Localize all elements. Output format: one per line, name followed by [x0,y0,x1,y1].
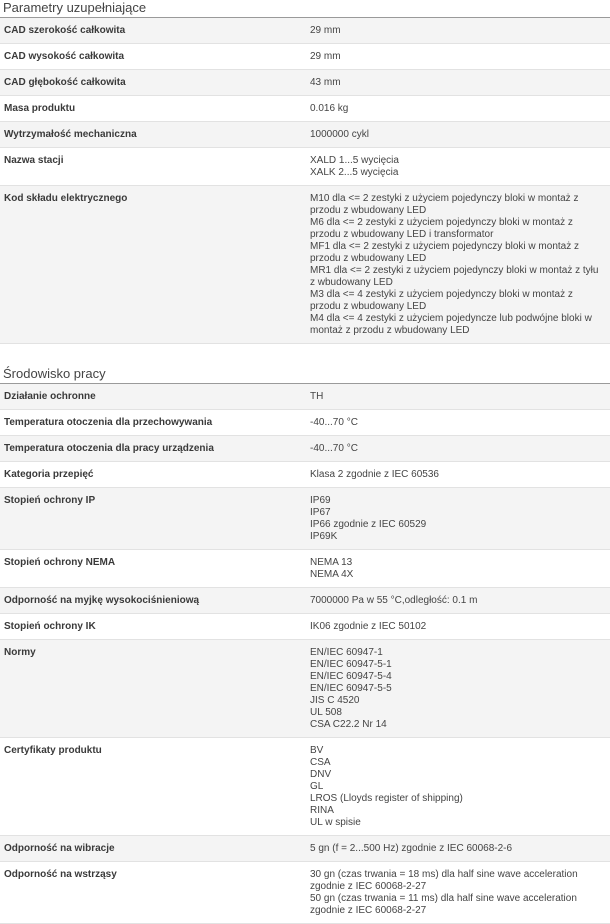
spec-table [0,18,610,344]
spec-value-line: IK06 zgodnie z IEC 50102 [310,621,427,632]
spec-value-line: EN/IEC 60947-5-5 [310,683,392,694]
spec-value-line: 50 gn (czas trwania = 11 ms) dla half sine wave acceleration zgodnie z IEC 60068-2-27 [310,893,577,916]
spec-value-line: EN/IEC 60947-5-1 [310,659,392,670]
spec-row [0,550,610,588]
spec-label: CAD wysokość całkowita [0,44,306,70]
spec-value-line: NEMA 4X [310,569,354,580]
spec-value-line: MF1 dla <= 2 zestyki z użyciem pojedynczy bloki w montaż z przodu z wbudowany LED [310,241,579,264]
spec-value-line: 30 gn (czas trwania = 18 ms) dla half sine wave acceleration zgodnie z IEC 60068-2-27 [310,869,578,892]
spec-value-line: JIS C 4520 [310,695,360,706]
spec-value-line: 29 mm [310,25,341,36]
spec-label: Masa produktu [0,96,306,122]
spec-value [306,738,610,836]
spec-value-line: EN/IEC 60947-5-4 [310,671,392,682]
spec-value-line: NEMA 13 [310,557,353,568]
spec-value-line: RINA [310,805,334,816]
spec-label: Kod składu elektrycznego [0,186,306,344]
spec-value-line: EN/IEC 60947-1 [310,647,383,658]
spec-label: CAD głębokość całkowita [0,70,306,96]
spec-label: Odporność na wibracje [0,836,306,862]
spec-row [0,410,610,436]
spec-value [306,462,610,488]
spec-value-line: IP67 [310,507,331,518]
spec-row [0,488,610,550]
spec-label: Kategoria przepięć [0,462,306,488]
spec-value-line: MR1 dla <= 2 zestyki z użyciem pojedynczy bloki w montaż z tyłu z wbudowany LED [310,265,599,288]
spec-label: Wytrzymałość mechaniczna [0,122,306,148]
spec-value [306,550,610,588]
spec-value-line: M4 dla <= 4 zestyki z użyciem pojedyncze lub podwójne bloki w montaż z przodu z wbudowany LED [310,313,592,336]
spec-value-line: 7000000 Pa w 55 °C,odległość: 0.1 m [310,595,478,606]
spec-value [306,384,610,410]
spec-value-line: XALK 2...5 wycięcia [310,167,399,178]
spec-value [306,410,610,436]
spec-value [306,436,610,462]
spec-row [0,186,610,344]
spec-value-line: 29 mm [310,51,341,62]
spec-value-line: IP69K [310,531,338,542]
spec-value-line: BV [310,745,324,756]
spec-value-line: 43 mm [310,77,341,88]
spec-value-line: DNV [310,769,332,780]
spec-value [306,836,610,862]
spec-value-line: GL [310,781,324,792]
spec-value [306,18,610,44]
spec-row [0,462,610,488]
spec-value [306,148,610,186]
spec-label: Stopień ochrony IK [0,614,306,640]
spec-value-line: Klasa 2 zgodnie z IEC 60536 [310,469,439,480]
spec-value-line: IP66 zgodnie z IEC 60529 [310,519,427,530]
spec-value [306,70,610,96]
spec-label: Temperatura otoczenia dla pracy urządzenia [0,436,306,462]
spec-row [0,738,610,836]
spec-value-line: UL w spisie [310,817,361,828]
spec-table [0,384,610,924]
spec-value [306,588,610,614]
spec-label: Działanie ochronne [0,384,306,410]
spec-value-line: 0.016 kg [310,103,349,114]
spec-label: CAD szerokość całkowita [0,18,306,44]
spec-row [0,836,610,862]
spec-row [0,588,610,614]
spec-value-line: 1000000 cykl [310,129,369,140]
spec-value-line: -40...70 °C [310,443,358,454]
section-title: Środowisko pracy [0,366,610,384]
spec-value [306,640,610,738]
spec-value [306,44,610,70]
spec-label: Odporność na myjkę wysokociśnieniową [0,588,306,614]
spec-label: Odporność na wstrząsy [0,862,306,924]
spec-row [0,862,610,924]
spec-row [0,70,610,96]
section-parametry-uzupelniajace [0,0,610,344]
spec-row [0,18,610,44]
spec-label: Stopień ochrony IP [0,488,306,550]
spec-row [0,640,610,738]
spec-label: Normy [0,640,306,738]
spec-label: Temperatura otoczenia dla przechowywania [0,410,306,436]
spec-row [0,436,610,462]
spec-value-line: LROS (Lloyds register of shipping) [310,793,463,804]
spec-row [0,148,610,186]
spec-value-line: TH [310,391,324,402]
spec-value-line: M6 dla <= 2 zestyki z użyciem pojedynczy bloki w montaż z przodu z wbudowany LED i transformator [310,217,573,240]
spec-value-line: -40...70 °C [310,417,358,428]
spec-value-line: CSA C22.2 Nr 14 [310,719,387,730]
spec-value [306,96,610,122]
spec-row [0,122,610,148]
spec-value [306,862,610,924]
spec-value [306,122,610,148]
spec-row [0,614,610,640]
section-spacer [0,344,610,366]
spec-value-line: IP69 [310,495,331,506]
spec-value-line: UL 508 [310,707,342,718]
section-srodowisko-pracy [0,366,610,924]
spec-label: Stopień ochrony NEMA [0,550,306,588]
section-title: Parametry uzupełniające [0,0,610,18]
spec-label: Nazwa stacji [0,148,306,186]
spec-value-line: M3 dla <= 4 zestyki z użyciem pojedynczy bloki w montaż z przodu z wbudowany LED [310,289,573,312]
spec-value-line: XALD 1...5 wycięcia [310,155,399,166]
spec-label: Certyfikaty produktu [0,738,306,836]
spec-row [0,96,610,122]
spec-row [0,44,610,70]
spec-value [306,186,610,344]
spec-value [306,488,610,550]
spec-value [306,614,610,640]
spec-value-line: 5 gn (f = 2...500 Hz) zgodnie z IEC 60068-2-6 [310,843,513,854]
spec-row [0,384,610,410]
spec-value-line: CSA [310,757,331,768]
spec-value-line: M10 dla <= 2 zestyki z użyciem pojedynczy bloki w montaż z przodu z wbudowany LED [310,193,579,216]
